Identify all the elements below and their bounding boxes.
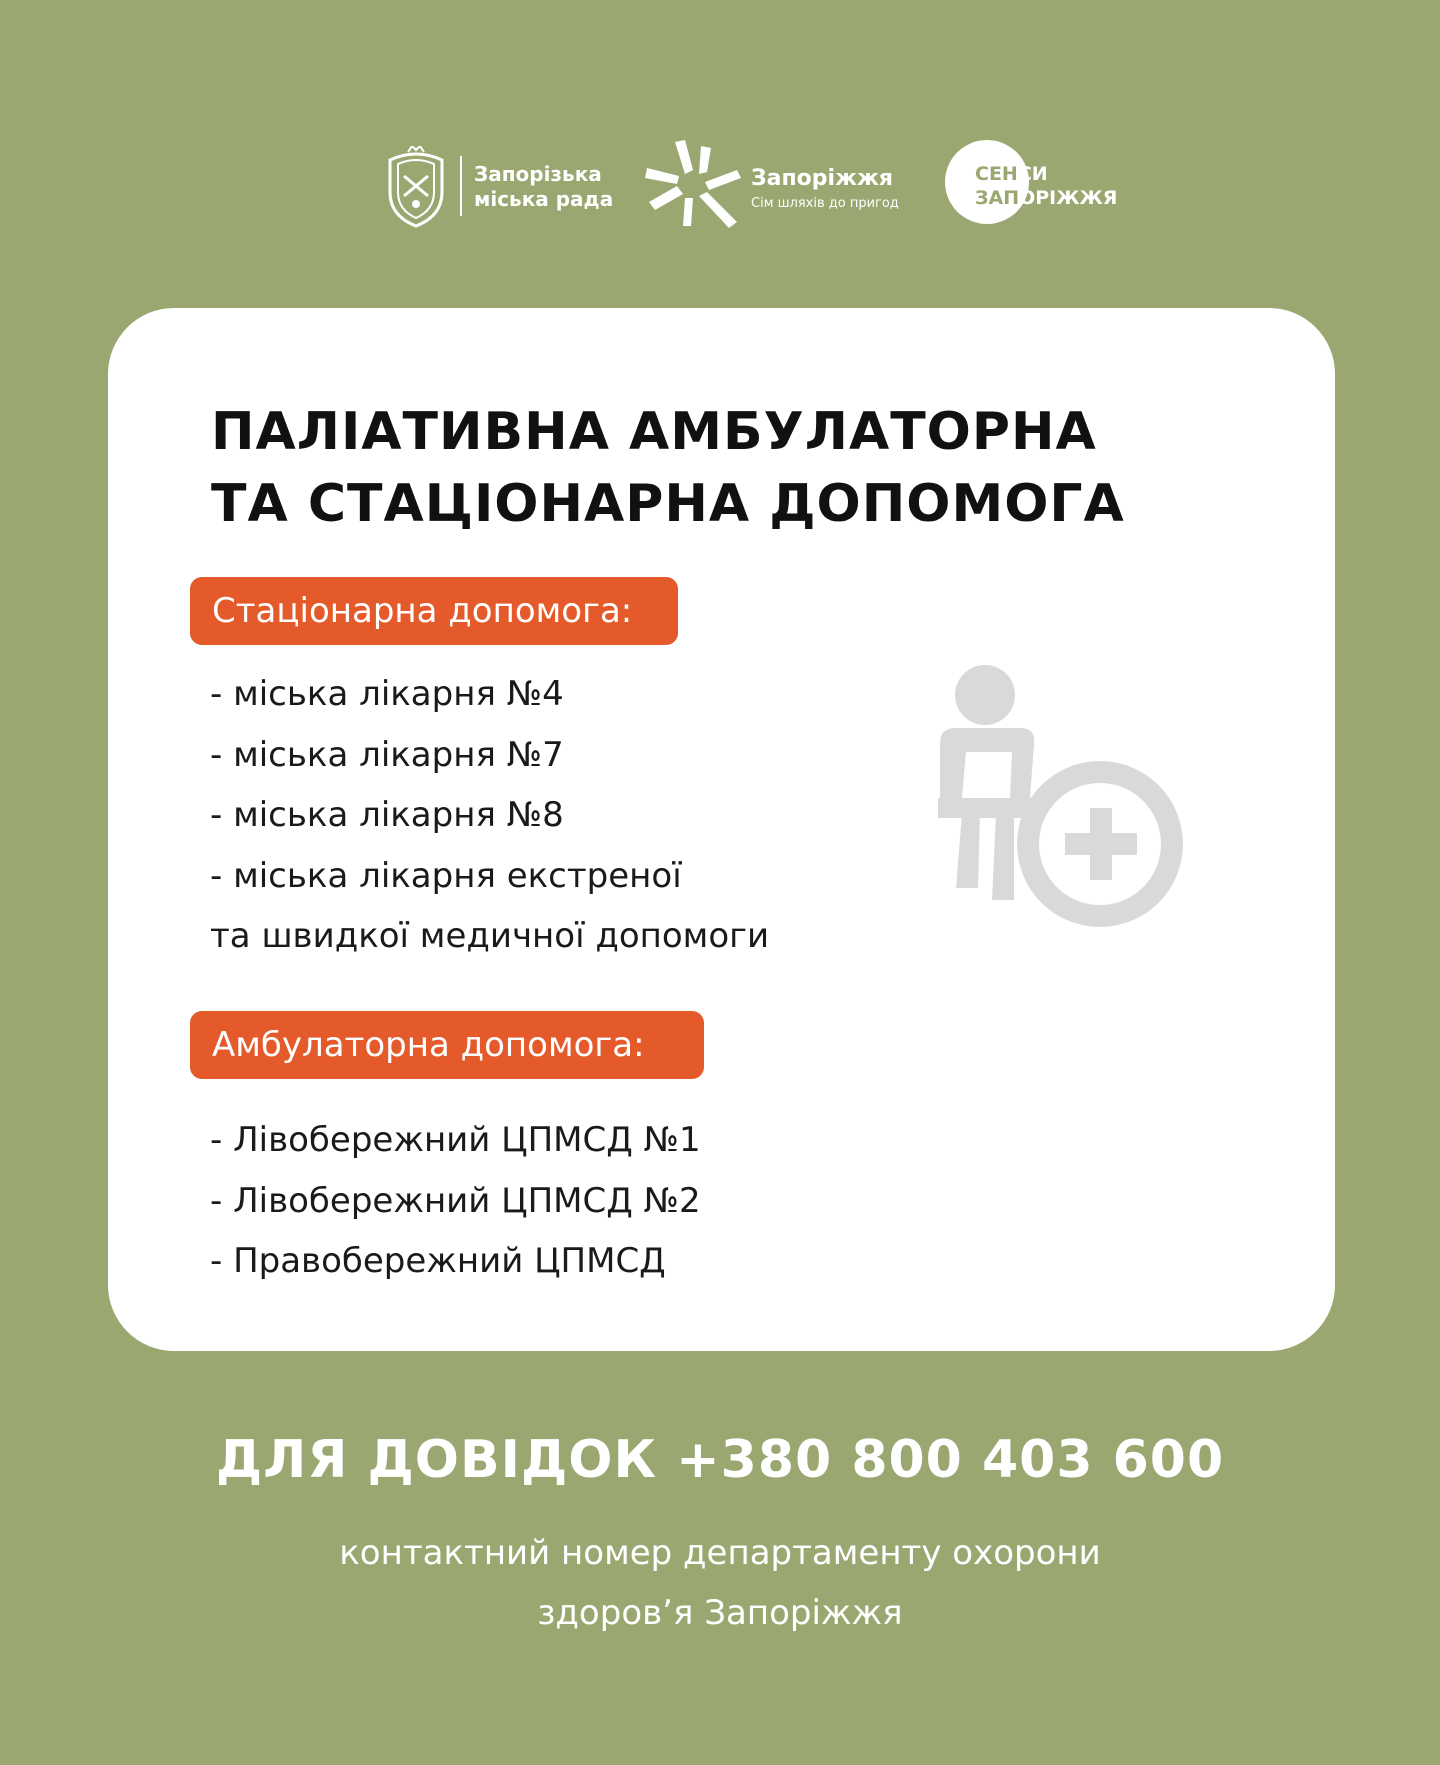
list-item: - Лівобережний ЦПМСД №1 [210, 1120, 701, 1160]
stationary-list [210, 664, 769, 967]
contact-note-line-1: контактний номер департаменту охорони [339, 1533, 1101, 1573]
council-logo [380, 138, 620, 238]
sensy-logo [945, 138, 1145, 238]
city-logo [645, 138, 905, 238]
contact-note-line-2: здоров’я Запоріжжя [537, 1593, 903, 1633]
ambulatory-list [210, 1110, 701, 1292]
list-item: - міська лікарня №4 [210, 674, 564, 714]
list-item: - Лівобережний ЦПМСД №2 [210, 1180, 701, 1221]
star-burst-icon [645, 138, 749, 230]
city-crest-icon [380, 146, 452, 228]
stationary-label: Стаціонарна допомога: [190, 577, 678, 645]
phone-heading: ДЛЯ ДОВІДОК +380 800 403 600 [215, 1430, 1225, 1490]
ambulatory-label: Амбулаторна допомога: [190, 1011, 704, 1079]
list-item: - міська лікарня №8 [210, 795, 564, 835]
logos-header [0, 138, 1440, 238]
list-item: та швидкої медичної допомоги [210, 916, 770, 956]
council-name: Запорізька міська рада [474, 162, 614, 211]
info-card [108, 308, 1335, 1351]
logo-divider [460, 156, 462, 216]
page-title: ПАЛІАТИВНА АМБУЛАТОРНА ТА СТАЦІОНАРНА ДОПОМОГА [211, 402, 1125, 534]
sensy-text: СЕНСИ ЗАПОРІЖЖЯ [975, 163, 1118, 209]
city-name: Запоріжжя [751, 166, 893, 191]
list-item: - міська лікарня екстреної [210, 855, 682, 896]
list-item: - міська лікарня №7 [210, 734, 564, 775]
list-item: - Правобережний ЦПМСД [210, 1241, 666, 1281]
city-slogan: Сім шляхів до пригод [751, 196, 899, 211]
person-medical-plus-icon [888, 648, 1188, 968]
